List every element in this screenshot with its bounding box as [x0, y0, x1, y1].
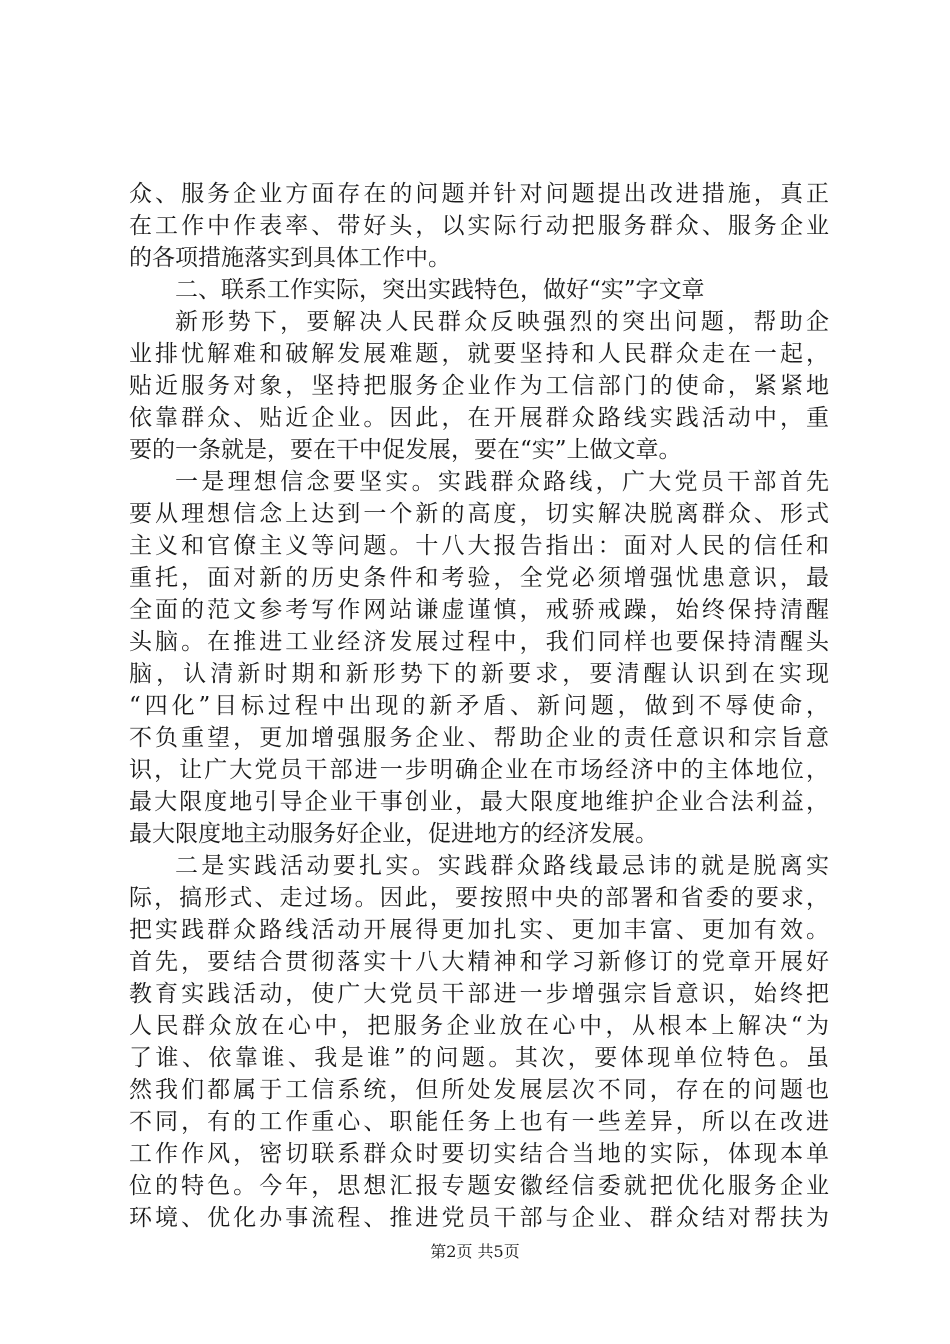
text-line: 的各项措施落实到具体工作中。 — [129, 245, 451, 271]
text-line: “四化”目标过程中出现的新矛盾、新问题，做到不辱使命， — [129, 693, 829, 719]
text-line: 要的一条就是，要在干中促发展，要在“实”上做文章。 — [129, 437, 682, 463]
text-line: 二、联系工作实际，突出实践特色，做好“实”字文章 — [175, 277, 705, 303]
text-line: 了谁、依靠谁、我是谁”的问题。其次，要体现单位特色。虽 — [129, 1045, 829, 1071]
text-line: 不同，有的工作重心、职能任务上也有一些差异，所以在改进 — [129, 1109, 829, 1135]
text-line: 脑，认清新时期和新形势下的新要求，要清醒认识到在实现 — [129, 661, 829, 687]
text-line: 际，搞形式、走过场。因此，要按照中央的部署和省委的要求， — [129, 885, 829, 911]
text-line: 一是理想信念要坚实。实践群众路线，广大党员干部首先 — [175, 469, 829, 495]
text-line: 位的特色。今年，思想汇报专题安徽经信委就把优化服务企业 — [129, 1173, 829, 1199]
text-line: 首先，要结合贯彻落实十八大精神和学习新修订的党章开展好 — [129, 949, 829, 975]
text-line: 最大限度地引导企业干事创业，最大限度地维护企业合法利益， — [129, 789, 829, 815]
text-line: 不负重望，更加增强服务企业、帮助企业的责任意识和宗旨意 — [129, 725, 829, 751]
text-line: 依靠群众、贴近企业。因此，在开展群众路线实践活动中，重 — [129, 405, 829, 431]
text-line: 最大限度地主动服务好企业，促进地方的经济发展。 — [129, 821, 658, 847]
text-line: 在工作中作表率、带好头，以实际行动把服务群众、服务企业 — [129, 213, 829, 239]
document-body — [129, 178, 829, 1234]
text-line: 新形势下，要解决人民群众反映强烈的突出问题，帮助企 — [175, 309, 829, 335]
text-line: 贴近服务对象，坚持把服务企业作为工信部门的使命，紧紧地 — [129, 373, 829, 399]
text-line: 头脑。在推进工业经济发展过程中，我们同样也要保持清醒头 — [129, 629, 829, 655]
text-line: 全面的范文参考写作网站谦虚谨慎，戒骄戒躁，始终保持清醒 — [129, 597, 829, 623]
text-line: 识，让广大党员干部进一步明确企业在市场经济中的主体地位， — [129, 757, 829, 783]
page-number-label: 第2页 共5页 — [430, 1242, 520, 1261]
text-line: 把实践群众路线活动开展得更加扎实、更加丰富、更加有效。 — [129, 917, 829, 943]
text-line: 二是实践活动要扎实。实践群众路线最忌讳的就是脱离实 — [175, 853, 829, 879]
text-line: 人民群众放在心中，把服务企业放在心中，从根本上解决“为 — [129, 1013, 829, 1039]
text-line: 环境、优化办事流程、推进党员干部与企业、群众结对帮扶为 — [129, 1205, 829, 1231]
text-line: 然我们都属于工信系统，但所处发展层次不同，存在的问题也 — [129, 1077, 829, 1103]
text-line: 业排忧解难和破解发展难题，就要坚持和人民群众走在一起， — [129, 341, 829, 367]
page-footer — [0, 1241, 950, 1263]
text-line: 众、服务企业方面存在的问题并针对问题提出改进措施，真正 — [129, 181, 829, 207]
text-line: 主义和官僚主义等问题。十八大报告指出：面对人民的信任和 — [129, 533, 829, 559]
text-line: 教育实践活动，使广大党员干部进一步增强宗旨意识，始终把 — [129, 981, 829, 1007]
text-line: 要从理想信念上达到一个新的高度，切实解决脱离群众、形式 — [129, 501, 829, 527]
text-line: 重托，面对新的历史条件和考验，全党必须增强忧患意识，最 — [129, 565, 829, 591]
text-line: 工作作风，密切联系群众时要切实结合当地的实际，体现本单 — [129, 1141, 829, 1167]
